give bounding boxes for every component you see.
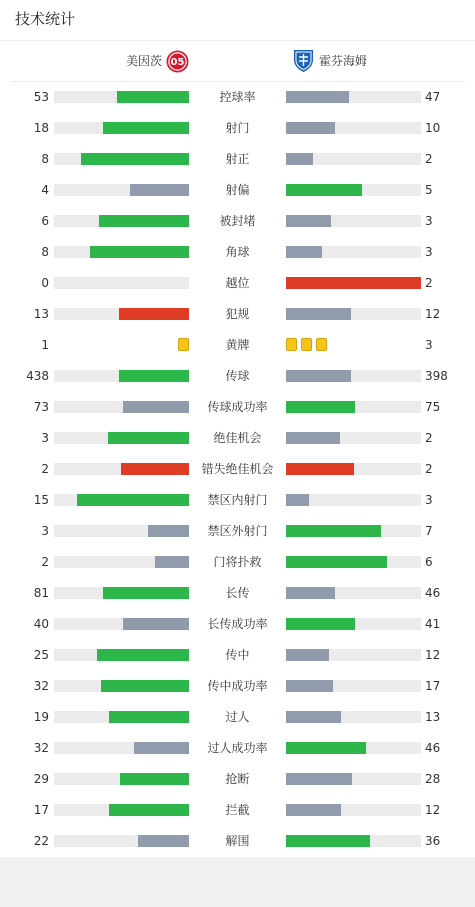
home-stat-value: 25 <box>33 648 49 662</box>
stat-label: 禁区内射门 <box>207 493 268 507</box>
away-stat-bar-fill <box>286 463 354 475</box>
home-stat-bar <box>54 184 189 196</box>
stat-row <box>0 733 475 764</box>
stat-label: 传球 <box>225 369 250 383</box>
away-stat-bar <box>286 649 421 661</box>
away-team-name[interactable]: 霍芬海姆 <box>319 54 368 68</box>
away-stat-bar <box>286 432 421 444</box>
away-stat-bar-fill <box>286 401 355 413</box>
home-stat-value: 0 <box>41 276 49 290</box>
away-stat-bar-fill <box>286 680 333 692</box>
home-yellow-cards <box>174 338 189 351</box>
home-stat-bar-fill <box>130 184 189 196</box>
stat-row <box>0 764 475 795</box>
stat-row <box>0 361 475 392</box>
home-stat-value: 81 <box>33 586 49 600</box>
home-stat-bar-fill <box>109 711 189 723</box>
away-stat-bar-fill <box>286 308 351 320</box>
home-stat-bar-fill <box>120 773 189 785</box>
home-stat-bar-fill <box>108 432 189 444</box>
home-stat-bar <box>54 91 189 103</box>
stat-label: 长传 <box>225 586 250 600</box>
home-team-name[interactable]: 美因茨 <box>125 54 162 68</box>
away-stat-value: 13 <box>425 710 441 724</box>
away-stat-bar-fill <box>286 711 341 723</box>
stat-label: 被封堵 <box>219 214 256 228</box>
stat-row <box>0 237 475 268</box>
away-stat-value: 36 <box>425 834 441 848</box>
home-stat-bar-fill <box>77 494 189 506</box>
home-stat-bar <box>54 494 189 506</box>
stat-row <box>0 795 475 826</box>
stat-row <box>0 578 475 609</box>
stat-label: 传中 <box>225 648 250 662</box>
home-stat-bar <box>54 401 189 413</box>
stat-label: 传中成功率 <box>207 679 268 693</box>
stat-label: 禁区外射门 <box>207 524 268 538</box>
home-stat-bar-fill <box>119 370 189 382</box>
stat-row <box>0 423 475 454</box>
home-stat-value: 17 <box>33 803 49 817</box>
stat-label: 越位 <box>225 276 250 290</box>
home-stat-value: 19 <box>33 710 49 724</box>
yellow-card-icon <box>286 338 297 351</box>
home-stat-bar-fill <box>123 618 189 630</box>
home-stat-value: 40 <box>33 617 49 631</box>
stat-label: 错失绝佳机会 <box>201 462 274 476</box>
home-stat-bar <box>54 556 189 568</box>
home-stat-bar-fill <box>109 804 189 816</box>
stat-row <box>0 175 475 206</box>
home-stat-bar <box>54 773 189 785</box>
away-stat-bar-fill <box>286 556 387 568</box>
home-stat-value: 73 <box>33 400 49 414</box>
home-stat-bar-fill <box>103 122 189 134</box>
away-stat-bar <box>286 215 421 227</box>
away-stat-value: 46 <box>425 741 441 755</box>
home-stat-bar <box>54 277 189 289</box>
home-stat-value: 1 <box>41 338 49 352</box>
home-stat-bar-fill <box>81 153 189 165</box>
stat-label: 射正 <box>225 152 250 166</box>
stat-row <box>0 206 475 237</box>
away-stat-bar-fill <box>286 649 329 661</box>
away-yellow-cards <box>286 338 331 351</box>
stat-label: 绝佳机会 <box>213 431 262 445</box>
stat-label: 长传成功率 <box>207 617 268 631</box>
away-stat-value: 3 <box>425 338 433 352</box>
away-stat-bar-fill <box>286 122 335 134</box>
home-stat-bar <box>54 618 189 630</box>
home-stat-bar <box>54 649 189 661</box>
away-stat-bar-fill <box>286 835 370 847</box>
home-stat-bar-fill <box>148 525 189 537</box>
home-stat-bar <box>54 711 189 723</box>
home-stat-bar-fill <box>90 246 189 258</box>
stat-label: 拦截 <box>225 803 250 817</box>
away-stat-bar <box>286 835 421 847</box>
stat-label: 解围 <box>225 834 250 848</box>
home-stat-value: 8 <box>41 245 49 259</box>
home-stat-bar <box>54 308 189 320</box>
home-stat-bar <box>54 680 189 692</box>
away-stat-value: 2 <box>425 276 433 290</box>
home-stat-value: 8 <box>41 152 49 166</box>
away-stat-bar-fill <box>286 525 381 537</box>
stat-row <box>0 547 475 578</box>
away-stat-bar-fill <box>286 773 352 785</box>
away-stat-bar <box>286 91 421 103</box>
home-stat-value: 15 <box>33 493 49 507</box>
stat-label: 过人成功率 <box>207 741 268 755</box>
away-stat-value: 2 <box>425 431 433 445</box>
stat-row <box>0 392 475 423</box>
away-stat-bar <box>286 525 421 537</box>
away-stat-bar <box>286 494 421 506</box>
home-stat-value: 18 <box>33 121 49 135</box>
home-stat-bar-fill <box>138 835 189 847</box>
stat-row <box>0 671 475 702</box>
away-stat-bar-fill <box>286 618 355 630</box>
away-stat-bar <box>286 401 421 413</box>
home-stat-bar-fill <box>101 680 189 692</box>
home-stat-value: 53 <box>33 90 49 104</box>
home-stat-bar <box>54 804 189 816</box>
away-stat-value: 3 <box>425 245 433 259</box>
away-stat-bar-fill <box>286 184 362 196</box>
home-stat-bar <box>54 835 189 847</box>
stat-row <box>0 516 475 547</box>
away-stat-bar-fill <box>286 153 313 165</box>
away-stat-value: 47 <box>425 90 441 104</box>
home-stat-value: 3 <box>41 431 49 445</box>
home-stat-bar-fill <box>117 91 189 103</box>
stat-label: 角球 <box>225 245 250 259</box>
stat-row <box>0 640 475 671</box>
mainz-crest-text: 05 <box>170 57 185 69</box>
home-stat-bar-fill <box>121 463 189 475</box>
stats-list <box>0 82 475 857</box>
away-stat-bar-fill <box>286 587 335 599</box>
home-stat-bar <box>54 742 189 754</box>
home-stat-bar-fill <box>99 215 189 227</box>
away-stat-value: 5 <box>425 183 433 197</box>
home-stat-value: 3 <box>41 524 49 538</box>
home-stat-bar <box>54 463 189 475</box>
away-stat-value: 46 <box>425 586 441 600</box>
home-stat-value: 29 <box>33 772 49 786</box>
home-stat-bar-fill <box>134 742 189 754</box>
away-stat-bar <box>286 773 421 785</box>
away-stat-bar-fill <box>286 804 341 816</box>
away-stat-bar <box>286 742 421 754</box>
stat-row <box>0 826 475 857</box>
away-stat-value: 41 <box>425 617 441 631</box>
away-stat-bar <box>286 463 421 475</box>
home-stat-bar <box>54 587 189 599</box>
home-stat-bar <box>54 525 189 537</box>
away-stat-value: 3 <box>425 493 433 507</box>
away-stat-bar <box>286 711 421 723</box>
away-stat-value: 12 <box>425 307 441 321</box>
away-stat-value: 12 <box>425 648 441 662</box>
home-stat-value: 6 <box>41 214 49 228</box>
stat-row <box>0 82 475 113</box>
away-stat-bar <box>286 184 421 196</box>
stat-row <box>0 485 475 516</box>
home-stat-value: 438 <box>26 369 49 383</box>
stat-label: 射门 <box>225 121 250 135</box>
away-stat-bar <box>286 277 421 289</box>
yellow-card-icon <box>178 338 189 351</box>
stat-label: 黄牌 <box>225 338 250 352</box>
away-stat-bar-fill <box>286 742 366 754</box>
away-stat-value: 7 <box>425 524 433 538</box>
home-stat-value: 32 <box>33 679 49 693</box>
away-stat-bar-fill <box>286 370 351 382</box>
home-stat-bar <box>54 246 189 258</box>
home-stat-value: 13 <box>33 307 49 321</box>
away-stat-value: 10 <box>425 121 441 135</box>
home-stat-value: 4 <box>41 183 49 197</box>
home-stat-bar <box>54 215 189 227</box>
away-stat-bar <box>286 804 421 816</box>
yellow-card-icon <box>301 338 312 351</box>
section-title: 技术统计 <box>15 10 76 28</box>
away-stat-bar <box>286 556 421 568</box>
stat-label: 门将扑救 <box>213 555 262 569</box>
away-stat-value: 3 <box>425 214 433 228</box>
home-stat-value: 2 <box>41 555 49 569</box>
stat-row <box>0 609 475 640</box>
away-stat-value: 28 <box>425 772 441 786</box>
away-stat-value: 2 <box>425 462 433 476</box>
home-stat-value: 22 <box>33 834 49 848</box>
home-stat-bar <box>54 432 189 444</box>
home-stat-bar <box>54 122 189 134</box>
away-stat-bar-fill <box>286 246 322 258</box>
hoffenheim-crest-icon[interactable] <box>292 48 315 73</box>
away-stat-value: 17 <box>425 679 441 693</box>
away-stat-value: 2 <box>425 152 433 166</box>
stat-row <box>0 113 475 144</box>
home-stat-bar-fill <box>103 587 189 599</box>
home-stat-bar <box>54 370 189 382</box>
home-stat-bar <box>54 153 189 165</box>
stat-label: 抢断 <box>225 772 250 786</box>
home-stat-value: 2 <box>41 462 49 476</box>
away-stat-bar-fill <box>286 494 309 506</box>
away-stat-bar <box>286 618 421 630</box>
stat-row <box>0 268 475 299</box>
home-stat-bar-fill <box>119 308 189 320</box>
stat-label: 控球率 <box>219 90 256 104</box>
away-stat-bar <box>286 122 421 134</box>
away-stat-value: 12 <box>425 803 441 817</box>
away-stat-bar-fill <box>286 91 349 103</box>
away-stat-value: 398 <box>425 369 448 383</box>
away-stat-bar <box>286 153 421 165</box>
stat-label: 过人 <box>225 710 250 724</box>
home-stat-bar-fill <box>123 401 189 413</box>
away-stat-bar <box>286 246 421 258</box>
home-stat-bar-fill <box>155 556 189 568</box>
away-stat-bar-fill <box>286 432 340 444</box>
stat-row <box>0 702 475 733</box>
stat-label: 射偏 <box>225 183 250 197</box>
home-stat-value: 32 <box>33 741 49 755</box>
stat-row <box>0 454 475 485</box>
away-stat-bar <box>286 370 421 382</box>
away-stat-bar <box>286 587 421 599</box>
stat-label: 犯规 <box>225 307 250 321</box>
away-stat-bar-fill <box>286 215 331 227</box>
away-stat-bar <box>286 308 421 320</box>
stat-label: 传球成功率 <box>207 400 268 414</box>
stat-row <box>0 330 475 361</box>
mainz-crest-icon[interactable] <box>166 50 189 73</box>
stat-row <box>0 299 475 330</box>
yellow-card-icon <box>316 338 327 351</box>
stat-row <box>0 144 475 175</box>
team-header <box>0 41 475 81</box>
away-stat-bar-fill <box>286 277 421 289</box>
away-stat-value: 75 <box>425 400 441 414</box>
home-stat-bar-fill <box>97 649 189 661</box>
away-stat-bar <box>286 680 421 692</box>
away-stat-value: 6 <box>425 555 433 569</box>
